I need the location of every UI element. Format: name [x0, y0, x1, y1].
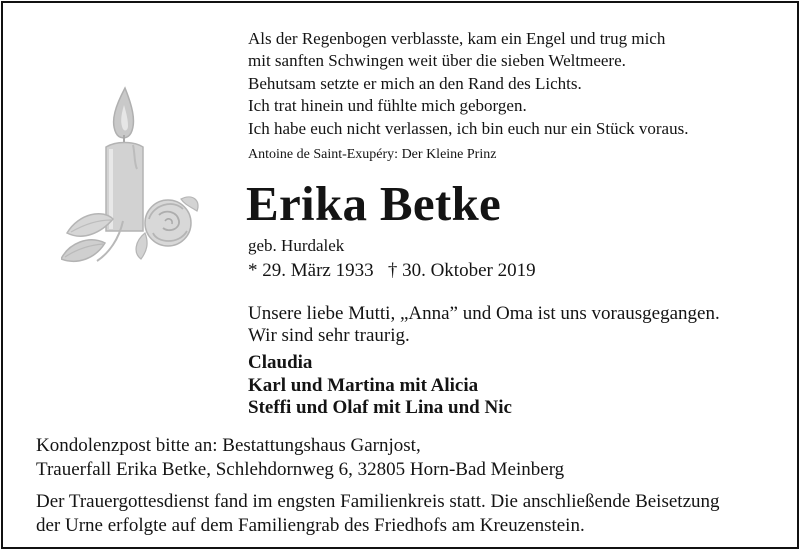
- message-line: Unsere liebe Mutti, „Anna” und Oma ist uns vorausgegangen.: [248, 303, 720, 324]
- poem: [248, 28, 788, 140]
- mourner-name: Claudia: [248, 352, 313, 373]
- message-line: Wir sind sehr traurig.: [248, 325, 410, 346]
- poem-line: Ich trat hinein und fühlte mich geborgen.: [248, 96, 527, 116]
- service-line: Der Trauergottesdienst fand im engsten Familienkreis statt. Die anschließende Beisetzung: [36, 491, 720, 512]
- poem-line: Ich habe euch nicht verlassen, ich bin euch nur ein Stück voraus.: [248, 118, 689, 138]
- service-notice: [36, 490, 720, 538]
- obituary-notice: [1, 1, 799, 549]
- birth-name: geb. Hurdalek: [248, 236, 345, 255]
- poem-line: Behutsam setzte er mich an den Rand des Lichts.: [248, 73, 582, 93]
- poem-line: mit sanften Schwingen weit über die sieben Weltmeere.: [248, 51, 626, 71]
- mourner-name: Karl und Martina mit Alicia: [248, 374, 479, 396]
- mourners-list: [248, 352, 512, 420]
- contact-line: Kondolenzpost bitte an: Bestattungshaus Garnjost,: [36, 435, 421, 456]
- condolence-address: [36, 434, 564, 482]
- mourner-name: Steffi und Olaf mit Lina und Nic: [248, 397, 512, 418]
- life-dates: * 29. März 1933 † 30. Oktober 2019: [248, 260, 536, 281]
- contact-line: Trauerfall Erika Betke, Schlehdornweg 6, 32805 Horn-Bad Meinberg: [36, 459, 565, 480]
- deceased-name: Erika Betke: [246, 176, 502, 231]
- candle-with-rose-icon: [61, 83, 201, 278]
- family-message: [248, 303, 720, 347]
- poem-source: Antoine de Saint-Exupéry: Der Kleine Prinz: [248, 147, 497, 162]
- service-line: der Urne erfolgte auf dem Familiengrab des Friedhofs am Kreuzenstein.: [36, 515, 585, 536]
- poem-line: Als der Regenbogen verblasste, kam ein Engel und trug mich: [248, 29, 666, 48]
